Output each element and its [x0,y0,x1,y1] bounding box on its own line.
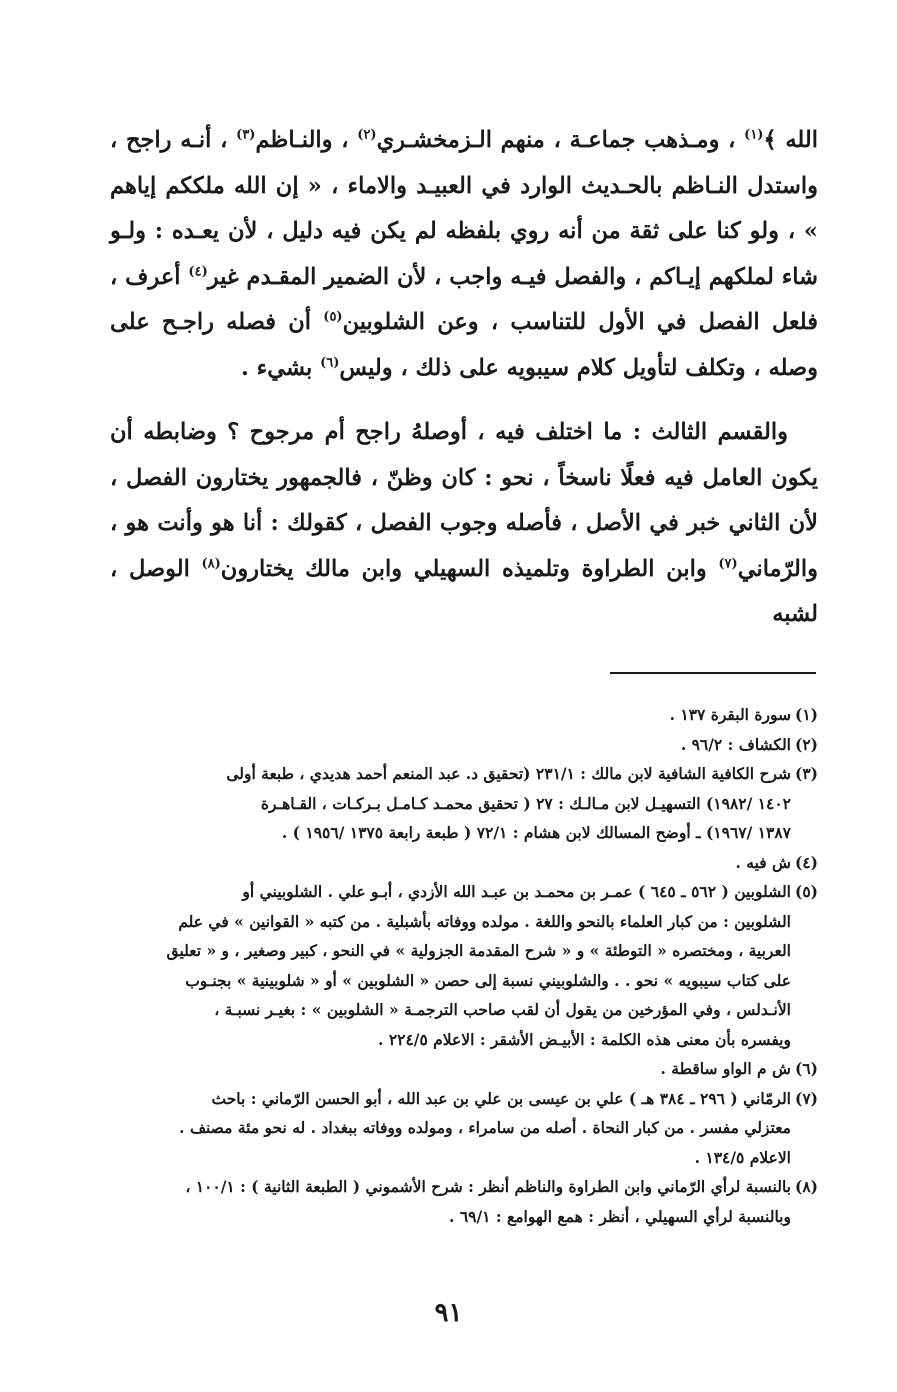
footnote-3 [100,759,818,848]
footnote-number: (٥) [794,882,818,901]
paragraph-1 [110,118,818,391]
text-segment: بشيء . [240,354,321,381]
footnote-6 [100,1054,818,1084]
footnote-text [100,1054,795,1084]
footnote-2 [100,730,818,760]
text-segment: والقسم الثالث : ما اختلف فيه ، أوصلهُ راجح أم مرجوح ؟ وضابطه أن يكون العامل فيه فعلًا ناسخاً ، نحو : كان وظنّ ، فالجمهور يختارون الفصل ، لأن الثاني خبر في الأصل ، فأصله وجوب الفصل ، كقولك : أنا هو وأنت هو ، والرّماني [110,419,818,582]
footnote-line: ش فيه . [735,852,791,872]
footnote-separator [610,672,816,674]
footnote-1 [100,700,818,730]
footnote-ref[interactable]: (٦) [320,355,340,370]
footnote-line: العربية ، ومختصره « التوطئة » و « شرح المقدمة الجزولية » في النحو ، كبير وصغير ، و « تعليق [166,941,791,960]
paragraph-2 [110,410,818,638]
footnote-line: ويفسره بأن معنى هذه الكلمة : الأبيـض الأشقر : الاعلام ٢٢٤/٥ . [378,1029,791,1049]
footnote-ref[interactable]: (٣) [236,127,256,143]
footnote-line: الشلوبين ( ٥٦٢ ـ ٦٤٥ ) عمـر بن محمـد بن عبـد الله الأزدي ، أبـو علي . الشلوبيني أو [242,882,791,901]
footnote-line: الأنـدلس ، وفي المؤرخين من يقول أن لقب صاحب الترجمـة « الشلوبين » : بغيـر نسبـة ، [214,1000,791,1019]
footnote-number: (٧) [794,1088,818,1108]
footnote-line: ١٣٨٧ /١٩٦٧) ـ أوضح المسالك لابن هشام : ٧٢/١ ( طبعة رابعة ١٣٧٥ /١٩٥٦ ) . [281,823,791,842]
text-segment: وابن الطراوة وتلميذه السهيلي وابن مالك يختارون [220,555,719,582]
footnote-text [100,730,795,760]
footnote-ref[interactable]: (٢) [357,127,377,143]
text-segment: أن فصله راجـح على وصله ، وتكلف لتأويل كلام سيبويه على ذلك ، وليس [110,309,818,381]
footnote-number: (١) [794,705,818,724]
footnote-line: الكشاف : ٩٦/٢ . [680,734,791,754]
footnote-line: بالنسبة لرأي الرّماني وابن الطراوة والناظم أنظر : شرح الأشموني ( الطبعة الثانية ) : ١٠٠/١ ، [185,1177,791,1196]
text-segment: أعرف ، فلعل الفصل في الأول للتناسب ، وعن الشلوبين [110,263,818,335]
footnote-text [100,1084,795,1173]
footnotes [100,700,818,1231]
text-segment: الوصل ، لشبه [110,555,818,627]
footnote-number: (٦) [794,1059,818,1078]
footnote-number: (٣) [794,764,818,783]
footnote-number: (٤) [794,852,818,872]
footnote-line: الاعلام ١٣٤/٥ . [694,1147,791,1167]
text-segment: ، ومـذهب جماعـة ، منهم الـزمخشـري [376,127,745,153]
footnote-text [100,700,795,730]
footnote-line: ١٤٠٢ /١٩٨٢) التسهيـل لابن مـالـك : ٢٧ ( تحقيق محمـد كـامـل بـركـات ، القـاهـرة [260,793,791,813]
footnote-line: ش م الواو ساقطة . [660,1059,791,1078]
footnote-4 [100,848,818,878]
footnote-line: وبالنسبة لرأي السهيلي ، أنظر : همع الهوامع : ٦٩/١ . [449,1206,791,1226]
footnote-line: معتزلي مفسر . من كبار النحاة . أصله من سامراء ، ومولده ووفاته ببغداد . له نحو مئة مصنف . [179,1118,791,1137]
text-segment: ، والنـاظم [255,127,358,153]
page-number: ٩١ [434,1298,463,1328]
footnote-number: (٨) [794,1177,818,1196]
footnote-ref[interactable]: (٨) [201,556,221,571]
footnote-8 [100,1172,818,1231]
text-segment: ، أنـه راجح ، واستدل النـاظم بالحـديث الوارد في العبيـد والاماء ، « إن الله ملككم إياهم » ، ولو كنا على ثقة من أنه روي بلفظه لم يكن فيه دليل ، لأن يعـده : ولـو شاء لملكهم إيـاكم ، والفصل فيـه واجب ، لأن الضمير المقـدم غير [110,127,819,290]
footnote-text [100,848,795,878]
footnote-ref[interactable]: (١) [744,127,764,143]
footnote-line: الشلوبين : من كبار العلماء بالنحو واللغة . مولده ووفاته بأشبلية . من كتبه « القوانين » في علم [178,911,791,931]
footnote-ref[interactable]: (٤) [188,264,208,279]
footnote-text [100,759,795,848]
footnote-5 [100,877,818,1054]
footnote-line: شرح الكافية الشافية لابن مالك : ٢٣١/١ (تحقيق د. عبد المنعم أحمد هديدي ، طبعة أولى [226,764,791,783]
footnote-line: على كتاب سيبويه » نحو . . والشلوبيني نسبة إلى حصن « الشلوبين » أو « شلوبينية » بجنـوب [185,970,791,990]
text-segment: الله ﴾ [763,127,818,153]
footnote-7 [100,1084,818,1173]
main-text [110,118,818,638]
footnote-ref[interactable]: (٧) [718,556,738,571]
footnote-line: سورة البقرة ١٣٧ . [669,705,791,724]
footnote-text [100,877,795,1054]
footnote-line: الرمّاني ( ٢٩٦ ـ ٣٨٤ هـ ) علي بن عيسى بن علي بن عبد الله ، أبو الحسن الرّماني : باحث [211,1088,791,1108]
footnote-number: (٢) [794,734,818,754]
footnote-ref[interactable]: (٥) [323,309,343,325]
footnote-text [100,1172,795,1231]
